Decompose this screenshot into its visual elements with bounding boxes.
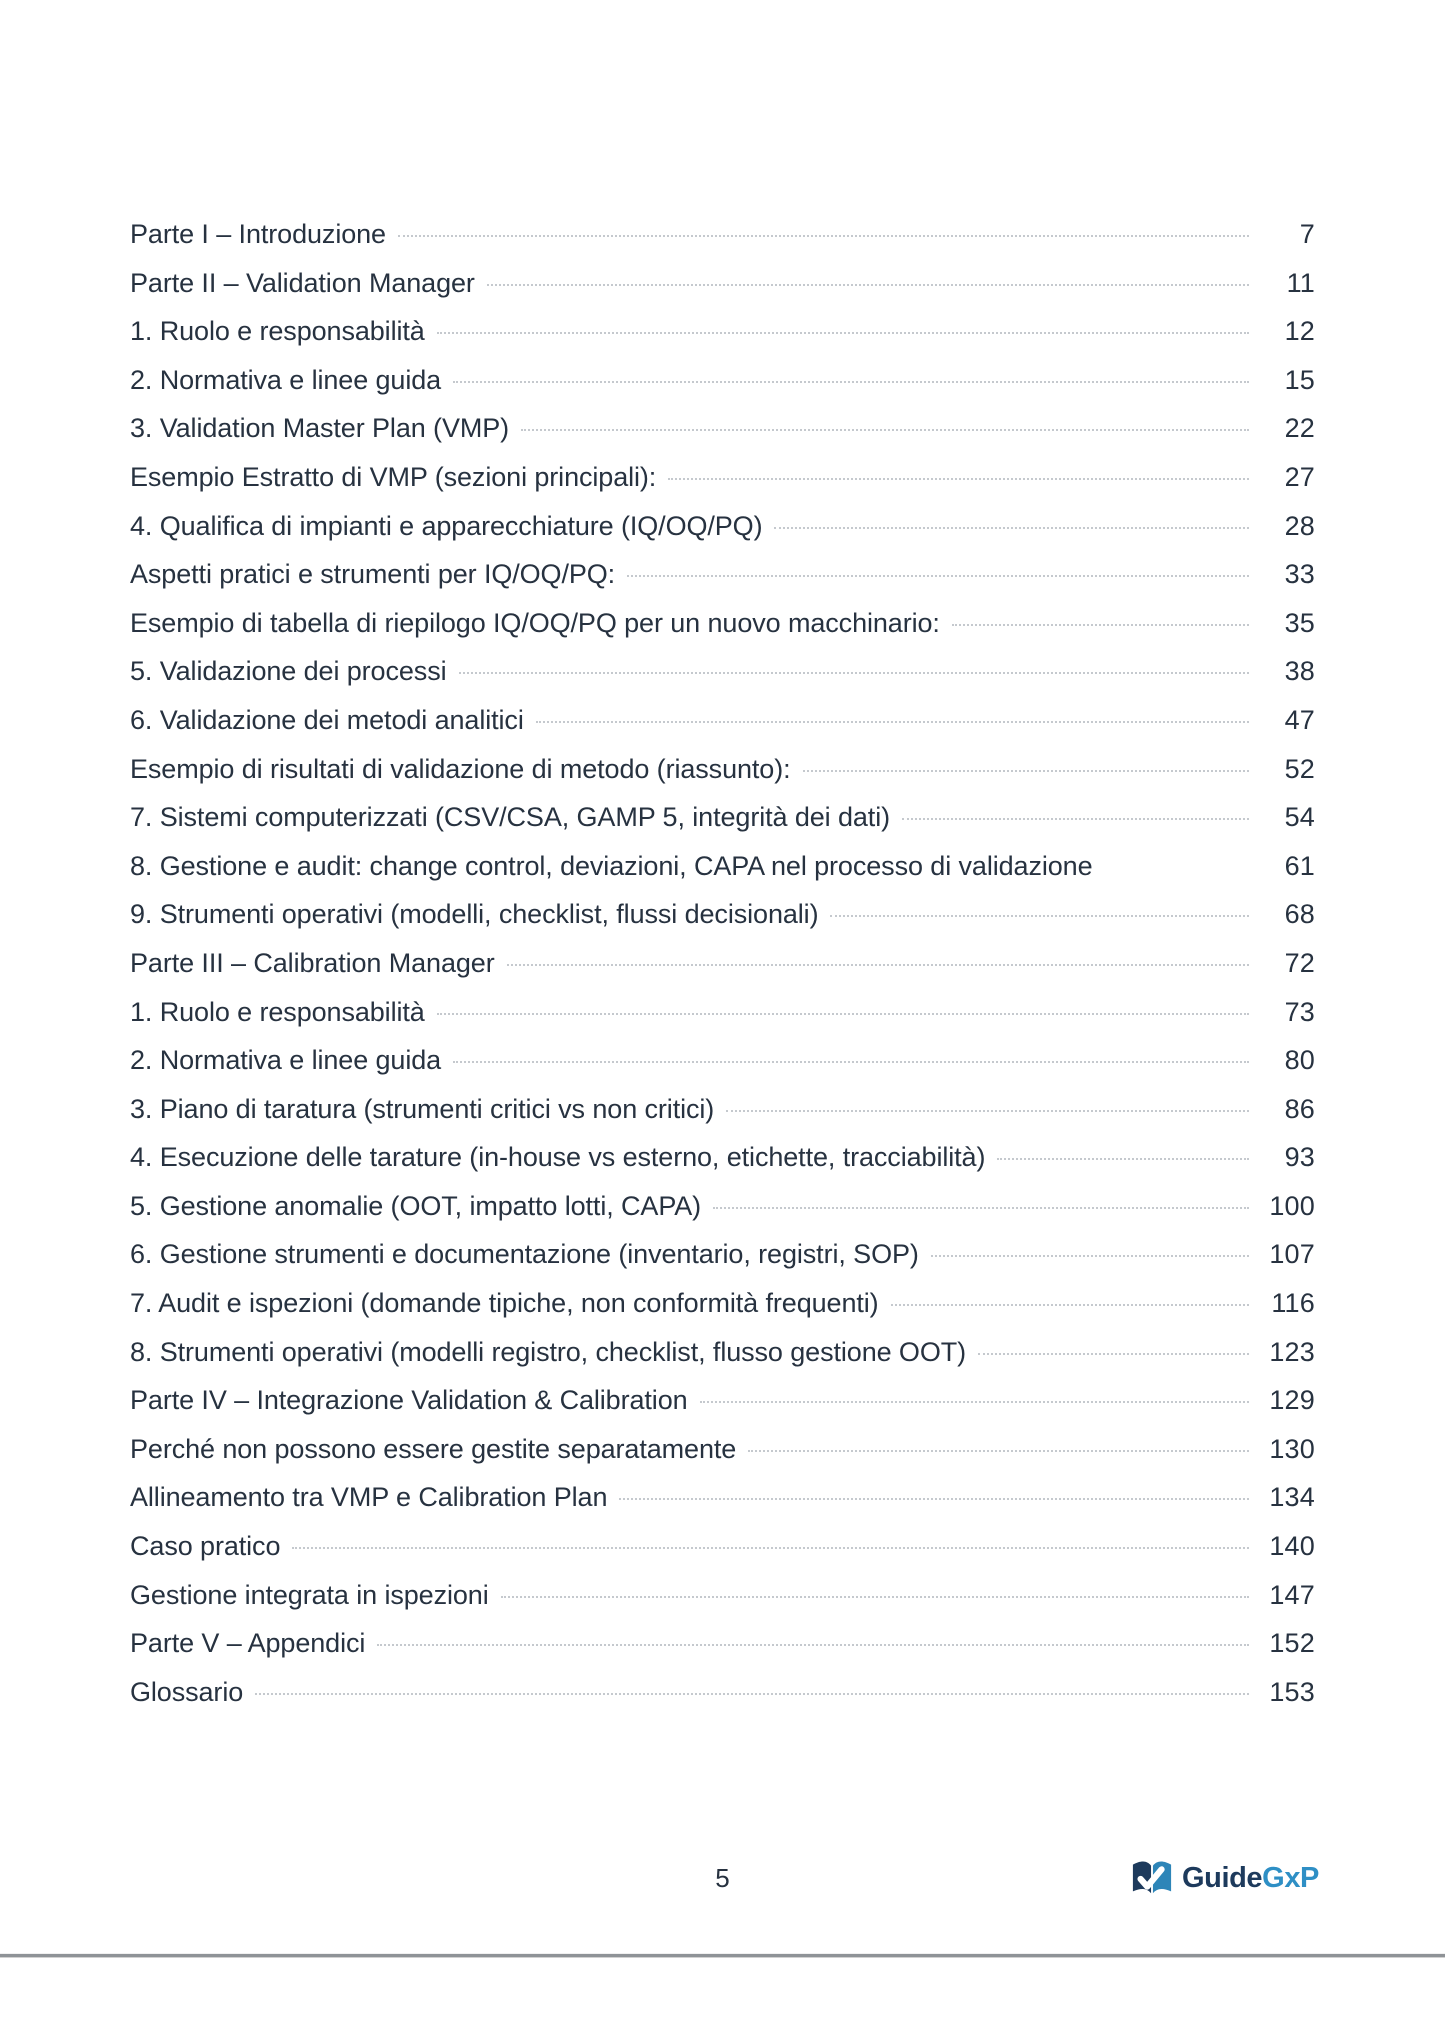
toc-entry-page-number[interactable]: 86: [1284, 1093, 1315, 1124]
toc-entry-label[interactable]: 8. Gestione e audit: change control, deviazioni, CAPA nel processo di validazione: [130, 850, 1093, 881]
toc-leader-dots: [536, 721, 1249, 723]
toc-leader-dots: [891, 1304, 1249, 1306]
toc-entry: [130, 502, 1315, 551]
toc-entry-label[interactable]: Esempio di risultati di validazione di metodo (riassunto):: [130, 753, 791, 784]
toc-leader-dots: [437, 332, 1249, 334]
toc-leader-dots: [292, 1547, 1249, 1549]
toc-entry: [130, 1036, 1315, 1085]
toc-entry-page-number[interactable]: 47: [1284, 704, 1315, 735]
toc-entry-label[interactable]: 6. Gestione strumenti e documentazione (inventario, registri, SOP): [130, 1239, 919, 1270]
toc-leader-dots: [803, 770, 1249, 772]
toc-entry-label[interactable]: Parte III – Calibration Manager: [130, 947, 495, 978]
page-number: 5: [715, 1863, 730, 1893]
toc-entry-label[interactable]: 4. Esecuzione delle tarature (in-house vs esterno, etichette, tracciabilità): [130, 1142, 986, 1173]
toc-leader-dots: [377, 1644, 1249, 1646]
toc-entry: [130, 1668, 1315, 1717]
guidegxp-logo: [1131, 1858, 1319, 1898]
toc-entry-page-number[interactable]: 147: [1269, 1579, 1315, 1610]
toc-entry-page-number[interactable]: 52: [1284, 753, 1315, 784]
toc-entry-label[interactable]: Esempio di tabella di riepilogo IQ/OQ/PQ per un nuovo macchinario:: [130, 607, 940, 638]
toc-leader-dots: [700, 1401, 1249, 1403]
toc-entry-page-number[interactable]: 80: [1284, 1045, 1315, 1076]
toc-leader-dots: [507, 964, 1249, 966]
toc-entry: [130, 1473, 1315, 1522]
toc-entry: [130, 696, 1315, 745]
toc-entry-label[interactable]: 7. Sistemi computerizzati (CSV/CSA, GAMP 5, integrità dei dati): [130, 802, 890, 833]
toc-entry-label[interactable]: 7. Audit e ispezioni (domande tipiche, non conformità frequenti): [130, 1288, 879, 1319]
toc-entry: [130, 356, 1315, 405]
toc-entry: [130, 1182, 1315, 1231]
toc-entry-label[interactable]: Parte II – Validation Manager: [130, 267, 475, 298]
toc-entry: [130, 1376, 1315, 1425]
toc-entry: [130, 745, 1315, 794]
toc-entry-label[interactable]: Gestione integrata in ispezioni: [130, 1579, 489, 1610]
toc-entry: [130, 599, 1315, 648]
toc-leader-dots: [668, 478, 1249, 480]
toc-entry-page-number[interactable]: 116: [1271, 1288, 1315, 1319]
toc-entry-label[interactable]: Perché non possono essere gestite separatamente: [130, 1433, 737, 1464]
toc-entry: [130, 259, 1315, 308]
toc-entry-page-number[interactable]: 38: [1284, 656, 1315, 687]
toc-leader-dots: [627, 575, 1249, 577]
toc-entry-label[interactable]: Parte I – Introduzione: [130, 219, 386, 249]
logo-text-gxp: GxP: [1262, 1862, 1319, 1894]
toc-entry: [130, 307, 1315, 356]
toc-entry-page-number[interactable]: 100: [1269, 1190, 1315, 1221]
toc-entry-page-number[interactable]: 129: [1269, 1385, 1315, 1416]
toc-entry: [130, 988, 1315, 1037]
toc-entry: [130, 1279, 1315, 1328]
toc-leader-dots: [830, 915, 1249, 917]
toc-leader-dots: [978, 1353, 1249, 1355]
toc-entry-label[interactable]: Aspetti pratici e strumenti per IQ/OQ/PQ:: [130, 559, 616, 590]
toc-entry-label[interactable]: 1. Ruolo e responsabilità: [130, 316, 425, 347]
toc-entry-label[interactable]: Esempio Estratto di VMP (sezioni principali):: [130, 461, 657, 492]
toc-leader-dots: [437, 1013, 1249, 1015]
toc-entry-page-number[interactable]: 93: [1284, 1142, 1315, 1173]
toc-entry-page-number[interactable]: 12: [1284, 316, 1315, 347]
toc-entry: [130, 1230, 1315, 1279]
toc-entry-label[interactable]: 6. Validazione dei metodi analitici: [130, 704, 524, 735]
page-separator-line: [0, 1954, 1445, 1957]
toc-entry: [130, 1522, 1315, 1571]
toc-entry-page-number[interactable]: 73: [1284, 996, 1315, 1027]
toc-entry-label[interactable]: Allineamento tra VMP e Calibration Plan: [130, 1482, 608, 1513]
toc-leader-dots: [952, 624, 1249, 626]
toc-entry-label[interactable]: 3. Validation Master Plan (VMP): [130, 413, 510, 444]
toc-entry: [130, 1328, 1315, 1377]
toc-entry-page-number[interactable]: 72: [1284, 947, 1315, 978]
toc-entry-label[interactable]: 9. Strumenti operativi (modelli, checklist, flussi decisionali): [130, 899, 819, 930]
toc-leader-dots: [453, 1061, 1249, 1063]
toc-entry-label[interactable]: 2. Normativa e linee guida: [130, 364, 442, 395]
toc-entry-label[interactable]: 2. Normativa e linee guida: [130, 1045, 442, 1076]
toc-entry: [130, 1571, 1315, 1620]
toc-leader-dots: [453, 381, 1249, 383]
toc-entry: [130, 453, 1315, 502]
toc-leader-dots: [902, 818, 1249, 820]
toc-entry-label[interactable]: Parte V – Appendici: [130, 1628, 366, 1659]
toc-entry-label[interactable]: 5. Validazione dei processi: [130, 656, 447, 687]
toc-entry: [130, 1425, 1315, 1474]
toc-leader-dots: [459, 672, 1250, 674]
toc-entry-label[interactable]: Glossario: [130, 1676, 244, 1707]
toc-entry-page-number[interactable]: 107: [1269, 1239, 1315, 1270]
toc-entry: [130, 550, 1315, 599]
toc-leader-dots: [521, 429, 1249, 431]
toc-leader-dots: [748, 1450, 1249, 1452]
toc-entry-label[interactable]: 5. Gestione anomalie (OOT, impatto lotti, CAPA): [130, 1190, 702, 1221]
toc-entry-page-number[interactable]: 27: [1284, 461, 1315, 492]
logo-text-guide: Guide: [1181, 1862, 1263, 1894]
toc-entry-page-number[interactable]: 123: [1269, 1336, 1315, 1367]
toc-leader-dots: [501, 1596, 1249, 1598]
toc-entry-page-number[interactable]: 152: [1269, 1628, 1315, 1659]
toc-entry: [130, 1085, 1315, 1134]
toc-leader-dots: [255, 1693, 1249, 1695]
toc-entry: [130, 1133, 1315, 1182]
toc-entry-page-number[interactable]: 130: [1269, 1433, 1315, 1464]
toc-entry: [130, 939, 1315, 988]
open-book-check-icon: [1131, 1858, 1173, 1898]
toc-entry-page-number[interactable]: 140: [1269, 1531, 1315, 1562]
toc-entry: [130, 1619, 1315, 1668]
toc-entry-label[interactable]: 3. Piano di taratura (strumenti critici vs non critici): [130, 1093, 715, 1124]
toc-entry-page-number[interactable]: 22: [1284, 413, 1315, 444]
toc-leader-dots: [774, 527, 1249, 529]
toc-entry: [130, 404, 1315, 453]
toc-entry-label[interactable]: 1. Ruolo e responsabilità: [130, 996, 425, 1027]
toc-entry: [130, 210, 1315, 259]
toc-entry-page-number[interactable]: 153: [1269, 1676, 1315, 1707]
toc-entry: [130, 647, 1315, 696]
toc-leader-dots: [487, 284, 1249, 286]
toc-leader-dots: [398, 235, 1249, 237]
toc-entry-page-number[interactable]: 15: [1284, 364, 1315, 395]
toc-entry-page-number[interactable]: 54: [1284, 802, 1315, 833]
toc-entry: [130, 793, 1315, 842]
toc-entry-page-number[interactable]: 28: [1284, 510, 1315, 541]
logo-wordmark: [1182, 1858, 1319, 1898]
toc-entry-page-number[interactable]: 7: [1299, 219, 1315, 249]
toc-leader-dots: [726, 1110, 1249, 1112]
toc-leader-dots: [713, 1207, 1249, 1209]
toc-entry-label[interactable]: Caso pratico: [130, 1531, 281, 1562]
toc-entry-label[interactable]: 4. Qualifica di impianti e apparecchiature (IQ/OQ/PQ): [130, 510, 763, 541]
toc-entry-page-number[interactable]: 68: [1284, 899, 1315, 930]
toc-leader-dots: [997, 1158, 1249, 1160]
toc-entry-page-number[interactable]: 134: [1269, 1482, 1315, 1513]
toc-entry-page-number[interactable]: 61: [1284, 850, 1315, 881]
toc-entry-label[interactable]: Parte IV – Integrazione Validation & Calibration: [130, 1385, 688, 1416]
toc-leader-dots: [931, 1255, 1249, 1257]
toc-entry-label[interactable]: 8. Strumenti operativi (modelli registro, checklist, flusso gestione OOT): [130, 1336, 967, 1367]
toc-entry: [130, 842, 1315, 891]
toc-entry-page-number[interactable]: 11: [1286, 267, 1315, 298]
toc-entry-page-number[interactable]: 35: [1284, 607, 1315, 638]
toc-leader-dots: [619, 1498, 1249, 1500]
toc-entry: [130, 890, 1315, 939]
toc-entry-page-number[interactable]: 33: [1284, 559, 1315, 590]
